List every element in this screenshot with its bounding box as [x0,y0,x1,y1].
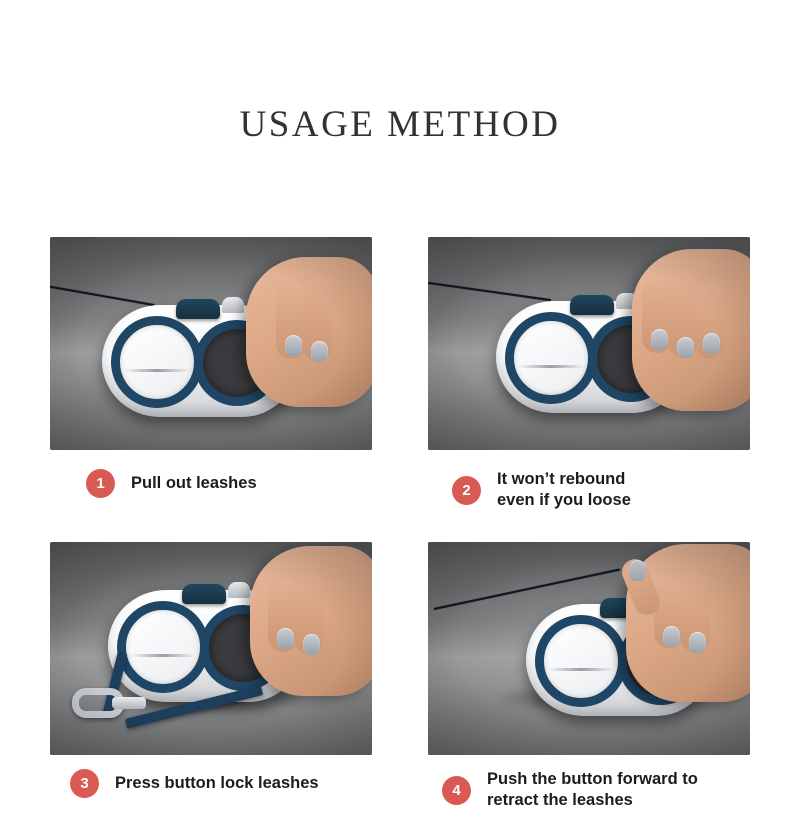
step-3-text-line1: Press button lock leashes [115,774,319,793]
step-2-badge: 2 [452,476,481,505]
step-card-4 [400,542,750,811]
step-2-caption [428,469,750,511]
step-2-photo [428,237,750,450]
step-4-photo [428,542,750,755]
step-1-caption [50,469,372,498]
step-4-text-line2: retract the leashes [487,791,633,810]
step-1-text-line1: Pull out leashes [131,473,257,492]
step-1-badge: 1 [86,469,115,498]
step-4-caption [428,769,750,811]
step-1-photo [50,237,372,450]
step-2-text-line1: It won’t rebound [497,470,626,488]
step-card-1 [50,237,400,511]
step-3-photo [50,542,372,755]
steps-grid [50,237,750,811]
page-title: USAGE METHOD [239,104,561,145]
step-card-2 [400,237,750,511]
step-3-caption [50,769,372,798]
step-4-badge: 4 [442,776,471,805]
step-4-text-line1: Push the button forward to [487,770,698,789]
step-3-badge: 3 [70,769,99,798]
step-card-3 [50,542,400,811]
step-2-text-line2: even if you loose [497,491,631,510]
